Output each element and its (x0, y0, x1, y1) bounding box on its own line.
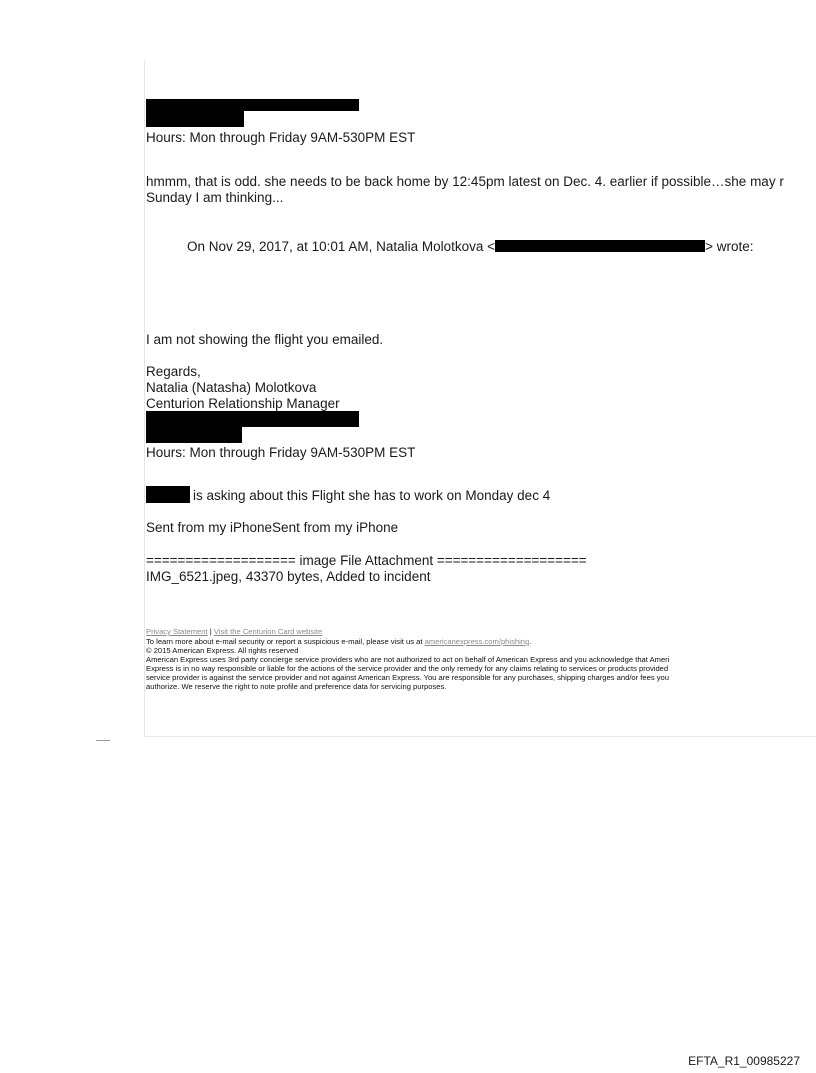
divider-mark (96, 740, 110, 741)
redaction-bar (146, 411, 359, 427)
copyright: © 2015 American Express. All rights reserved (146, 646, 299, 655)
reply-line: Sunday I am thinking... (146, 190, 284, 205)
disclaimer-line: Express is in no way responsible or liable for the actions of the service provider and the only remedy for any claims relating to services or products provided (146, 664, 669, 673)
signature-name: Natalia (Natasha) Molotkova (146, 380, 317, 395)
quote-header-suffix: > wrote: (705, 239, 754, 254)
link-separator: | (207, 627, 214, 636)
quote-header (187, 239, 753, 255)
reply-line: hmmm, that is odd. she needs to be back home by 12:45pm latest on Dec. 4. earlier if possible…she may r (146, 174, 784, 189)
attachment-header: =================== image File Attachment =================== (146, 553, 587, 568)
disclaimer-line: authorize. We reserve the right to note profile and preference data for servicing purposes. (146, 682, 447, 691)
redaction-bar (146, 427, 242, 443)
legal-links (146, 627, 322, 637)
signature-hours: Hours: Mon through Friday 9AM-530PM EST (146, 445, 416, 460)
security-suffix: . (529, 637, 532, 646)
attachment-info: IMG_6521.jpeg, 43370 bytes, Added to incident (146, 569, 431, 584)
message-body: I am not showing the flight you emailed. (146, 332, 384, 347)
redaction-bar (146, 111, 244, 127)
redacted-name (146, 486, 190, 503)
sent-from: Sent from my iPhoneSent from my iPhone (146, 520, 399, 535)
quote-header-prefix: On Nov 29, 2017, at 10:01 AM, Natalia Molotkova < (187, 239, 496, 254)
signature-regards: Regards, (146, 364, 201, 379)
disclaimer-line: service provider is against the service provider and not against American Express. You are responsible for any purchases, shipping charges and/or fees you (146, 673, 669, 682)
redacted-email (495, 240, 705, 252)
signature-title: Centurion Relationship Manager (146, 396, 340, 411)
document-id: EFTA_R1_00985227 (688, 1054, 800, 1068)
redaction-bar (146, 99, 359, 111)
disclaimer-line: American Express uses 3rd party concierge service providers who are not authorized to act on behalf of American Express and you acknowledge that Ameri (146, 655, 670, 664)
phishing-link[interactable]: americanexpress.com/phishing (424, 637, 530, 646)
forwarded-line: is asking about this Flight she has to work on Monday dec 4 (193, 488, 551, 503)
security-prefix: To learn more about e-mail security or report a suspicious e-mail, please visit us at (146, 637, 425, 646)
visit-centurion-link[interactable]: Visit the Centurion Card website (213, 627, 323, 636)
hours-text: Hours: Mon through Friday 9AM-530PM EST (146, 130, 416, 145)
privacy-statement-link[interactable]: Privacy Statement (146, 627, 208, 636)
